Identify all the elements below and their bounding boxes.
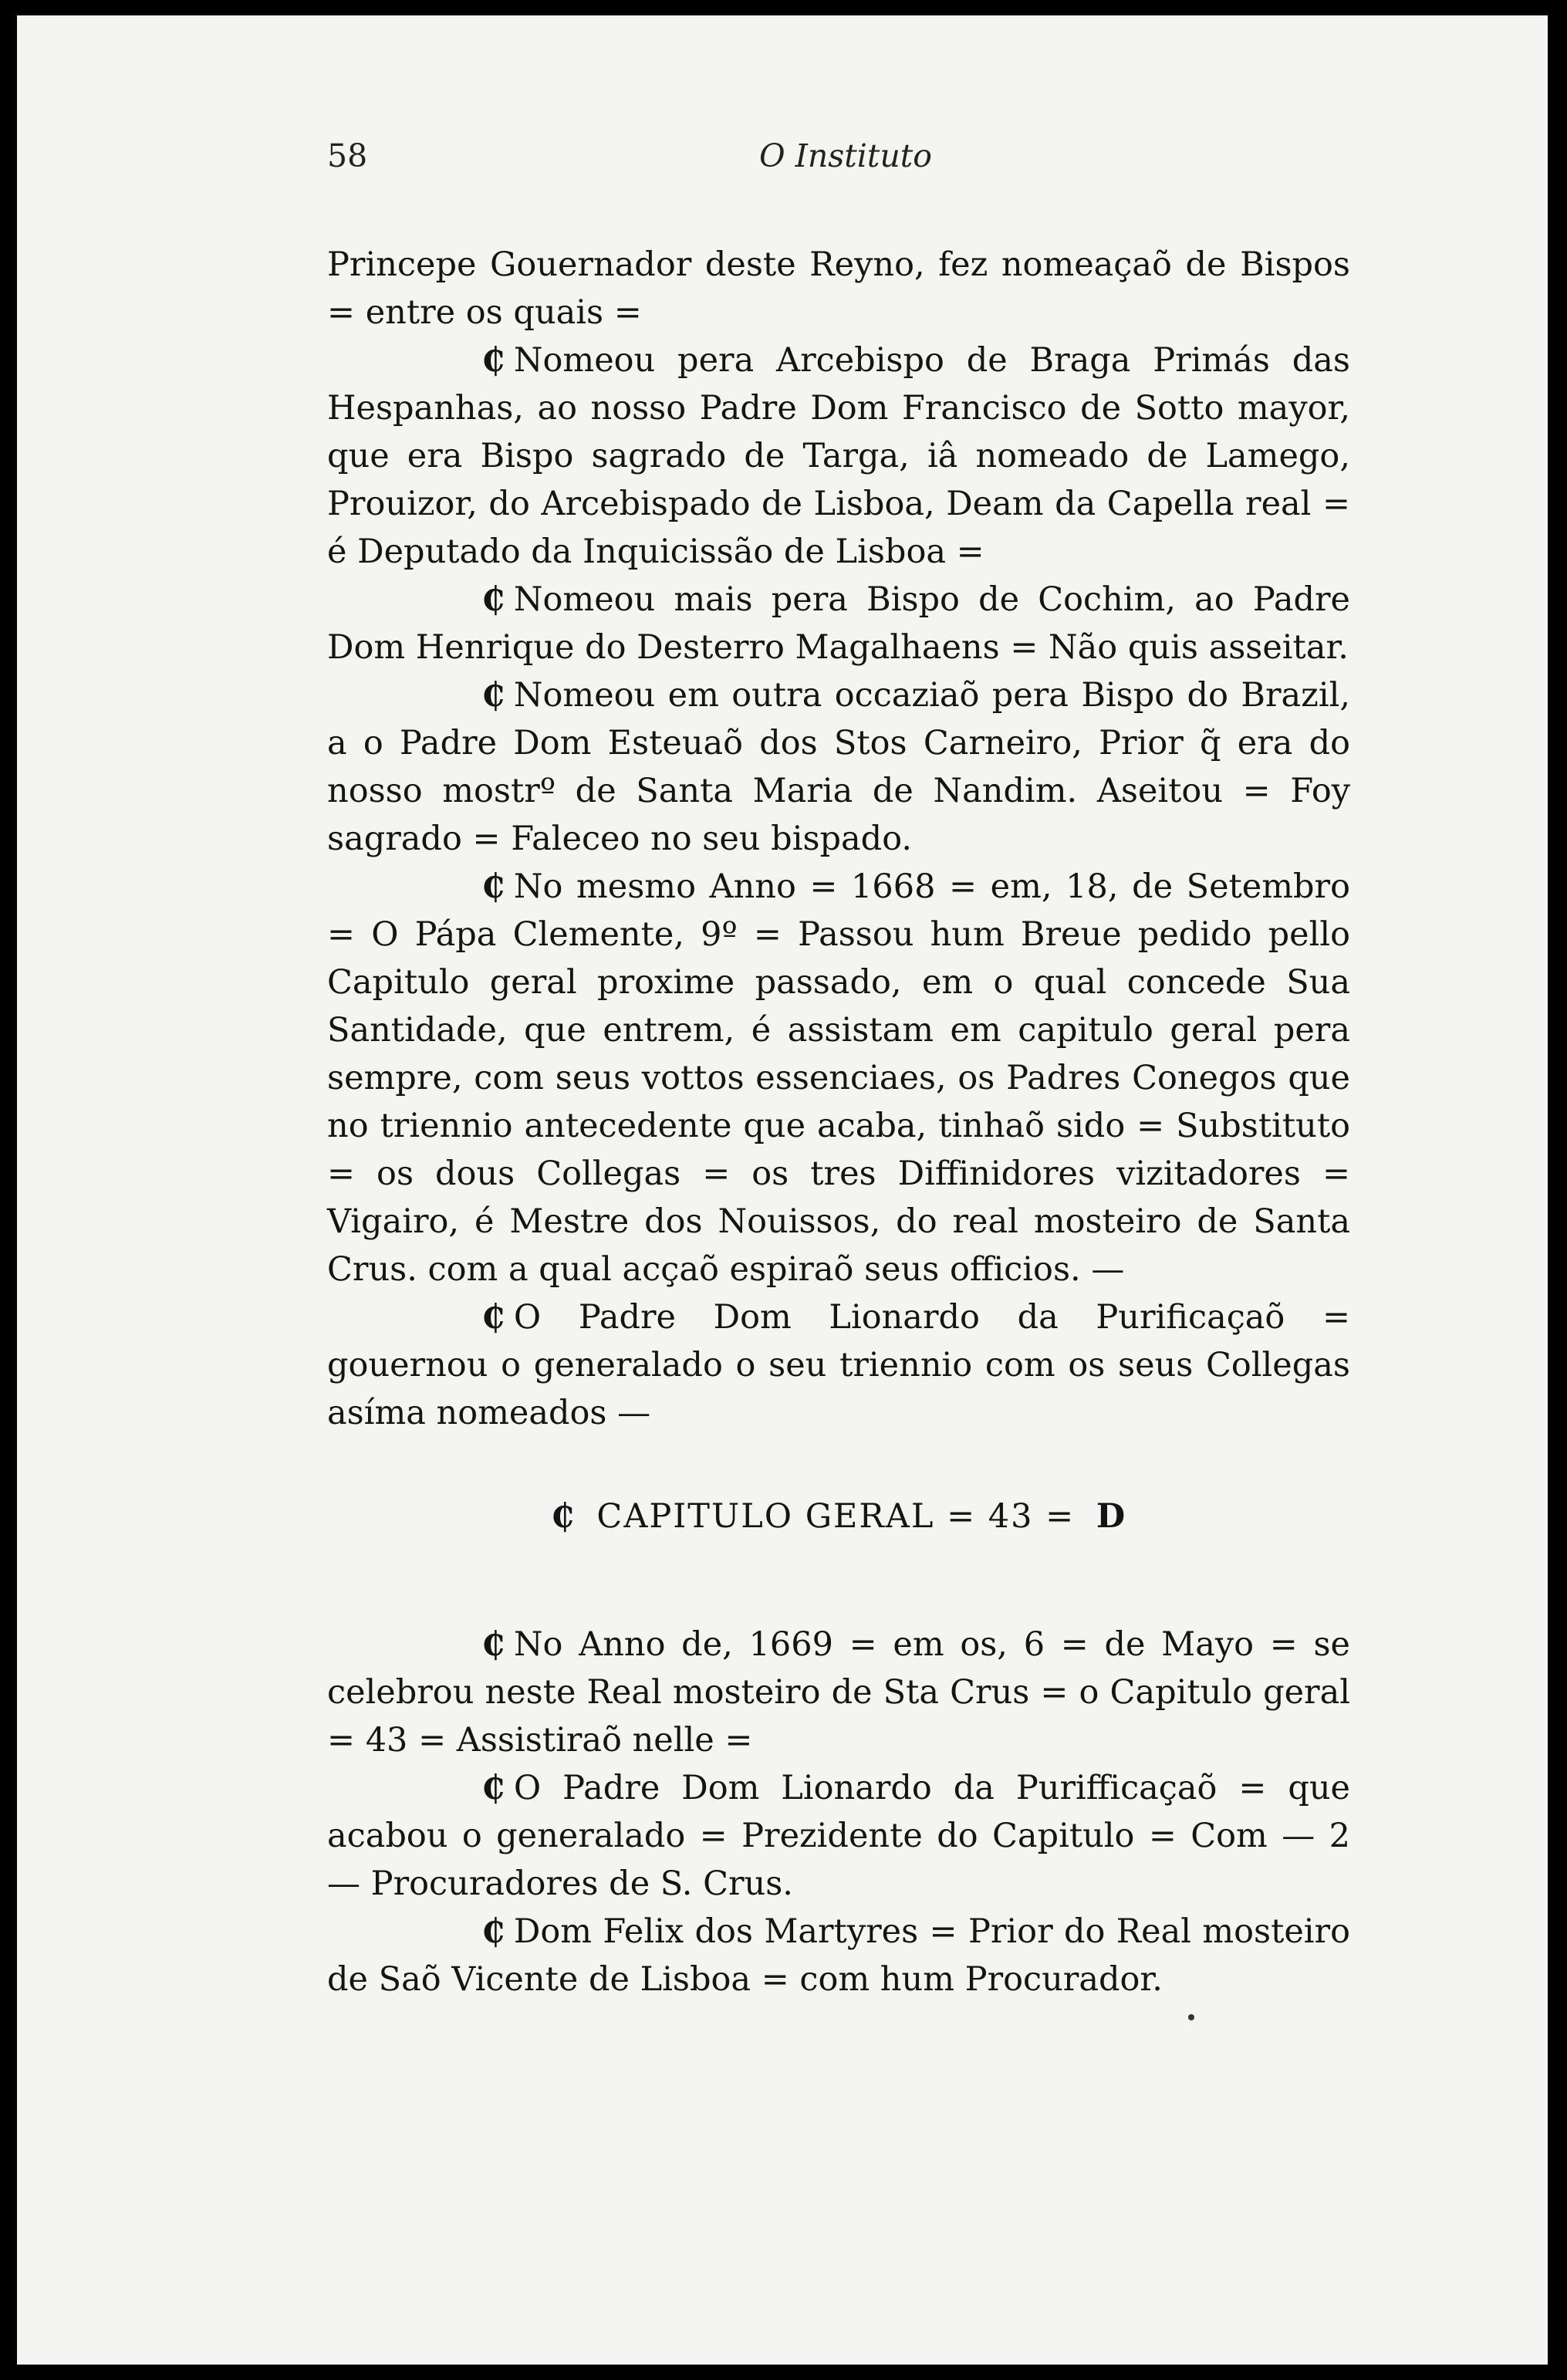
paragraph: ₵ No Anno de, 1669 = em os, 6 = de Mayo = se celebrou neste Real mosteiro de Sta Crus = o Capitulo geral = 43 = Assistiraõ nelle = — [327, 1621, 1350, 1764]
paragraph-mark-icon: ₵ — [481, 1625, 505, 1664]
paragraph-mark-icon: ₵ — [550, 1497, 576, 1536]
paragraph: Princepe Gouernador deste Reyno, fez nomeaçaõ de Bispos = entre os quais = — [327, 245, 1350, 332]
paragraph-mark-icon: ₵ — [481, 676, 505, 715]
body-text-part1 — [327, 241, 1350, 1437]
paragraph: ₵ O Padre Dom Lionardo da Purifficaçaõ = que acabou o generalado = Prezidente do Capitulo = Com — 2 — Procuradores de S. Crus. — [327, 1764, 1350, 1908]
paragraph-mark-icon: ₵ — [481, 341, 505, 380]
running-title: O Instituto — [759, 137, 932, 174]
chapter-heading-text: CAPITULO GERAL = 43 = — [596, 1497, 1076, 1536]
paragraph: ₵ Nomeou mais pera Bispo de Cochim, ao Padre Dom Henrique do Desterro Magalhaens = Não quis asseitar. — [327, 576, 1350, 671]
page-number: 58 — [327, 137, 368, 174]
paragraph: ₵ Dom Felix dos Martyres = Prior do Real mosteiro de Saõ Vicente de Lisboa = com hum Procurador. — [327, 1908, 1350, 2003]
page-header — [327, 137, 1350, 184]
chapter-heading — [327, 1497, 1350, 1536]
paragraph: ₵ No mesmo Anno = 1668 = em, 18, de Setembro = O Pápa Clemente, 9º = Passou hum Breue pedido pello Capitulo geral proxime passado, em o qual concede Sua Santidade, que entrem, é assistam em capitulo geral pera sempre, com seus vottos essenciaes, os Padres Conegos que no triennio antecedente que acaba, tinhaõ sido = Substituto = os dous Collegas = os tres Diffinidores vizitadores = Vigairo, é Mestre dos Nouissos, do real mosteiro de Santa Crus. com a qual acçaõ espiraõ seus officios. — — [327, 863, 1350, 1293]
body-text-part2 — [327, 1621, 1350, 2003]
paragraph-mark-icon: ₵ — [481, 867, 505, 906]
paragraph-mark-icon: ₵ — [481, 1298, 505, 1337]
paragraph: ₵ Nomeou pera Arcebispo de Braga Primás das Hespanhas, ao nosso Padre Dom Francisco de Sotto mayor, que era Bispo sagrado de Targa, iâ nomeado de Lamego, Prouizor, do Arcebispado de Lisboa, Deam da Capella real = é Deputado da Inquicissão de Lisboa = — [327, 336, 1350, 576]
paragraph: ₵ Nomeou em outra occaziaõ pera Bispo do Brazil, a o Padre Dom Esteuaõ dos Stos Carneiro, Prior q̃ era do nosso mostrº de Santa Maria de Nandim. Aseitou = Foy sagrado = Faleceo no seu bispado. — [327, 671, 1350, 863]
paragraph: ₵ O Padre Dom Lionardo da Purificaçaõ = gouernou o generalado o seu triennio com os seus Collegas asíma nomeados — — [327, 1293, 1350, 1437]
paragraph-mark-icon: ₵ — [481, 1769, 505, 1807]
ink-speck — [1188, 2014, 1194, 2020]
paragraph-mark-icon: ₵ — [481, 580, 505, 619]
closing-mark-icon: D — [1096, 1497, 1127, 1536]
paragraph-mark-icon: ₵ — [481, 1912, 505, 1951]
